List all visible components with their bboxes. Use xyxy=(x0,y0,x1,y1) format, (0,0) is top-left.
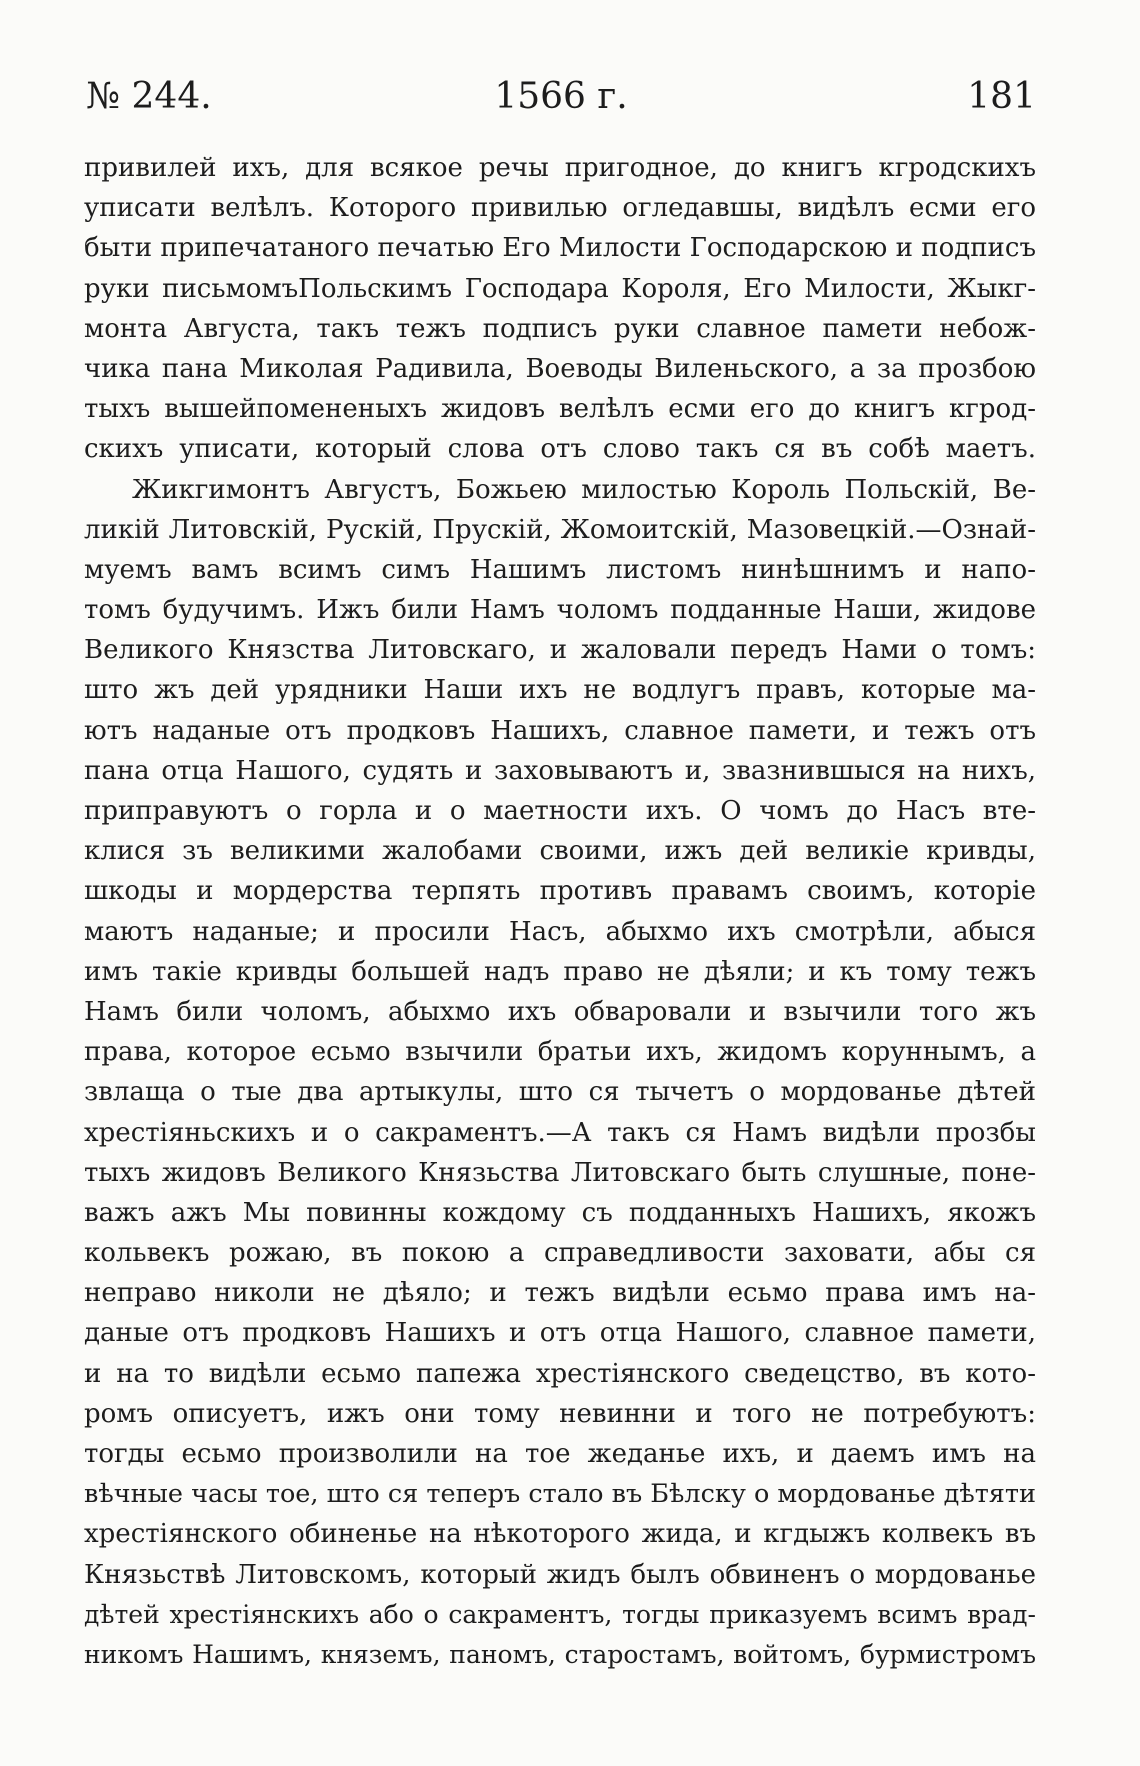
text-line: дѣтей хрестіянскихъ або о сакраментъ, тогды приказуемъ всимъ врад- xyxy=(84,1599,1036,1629)
text-line: тогды есьмо произволили на тое жеданье ихъ, и даемъ имъ на xyxy=(84,1439,1036,1469)
text-line: тыхъ вышейпомененыхъ жидовъ велѣлъ есми его до книгъ кгрод- xyxy=(84,394,1036,425)
text-line: привилей ихъ, для всякое речы пригодное, до книгъ кгродскихъ xyxy=(84,153,1036,183)
text-line: монта Августа, такъ тежъ подписъ руки славное памети небож- xyxy=(84,313,1036,344)
text-line: уписати велѣлъ. Которого привилью огледавшы, видѣлъ есми его xyxy=(84,193,1036,224)
text-line: ликій Литовскій, Рускій, Прускій, Жомоитскій, Мазовецкій.—Ознай- xyxy=(84,514,1036,545)
text-line: муемъ вамъ всимъ симъ Нашимъ листомъ нинѣшнимъ и напо- xyxy=(84,554,1036,585)
text-line: ромъ описуетъ, ижъ они тому невинни и того не потребуютъ: xyxy=(84,1398,1036,1429)
text-line: скихъ уписати, который слова отъ слово такъ ся въ собѣ маетъ. xyxy=(84,434,1036,465)
text-line: Князьствѣ Литовскомъ, который жидъ былъ обвиненъ о мордованье xyxy=(84,1559,1036,1590)
text-line: хрестіянского обиненье на нѣкоторого жида, и кгдыжъ колвекъ въ xyxy=(84,1519,1036,1550)
text-line: приправуютъ о горла и о маетности ихъ. О чомъ до Насъ вте- xyxy=(84,796,1036,826)
text-line: Жикгимонтъ Августъ, Божьею милостью Король Польскій, Ве- xyxy=(132,474,1036,505)
document-year: 1566 г. xyxy=(494,76,628,117)
text-line: хрестіяньскихъ и о сакраментъ.—А такъ ся Намъ видѣли прозбы xyxy=(84,1117,1036,1148)
text-line: Великого Князства Литовскаго, и жаловали передъ Нами о томъ: xyxy=(84,635,1036,666)
text-line: клися зъ великими жалобами своими, ижъ дей великіе кривды, xyxy=(84,836,1036,867)
text-line: ютъ наданые отъ продковъ Нашихъ, славное памети, и тежъ отъ xyxy=(84,715,1036,746)
text-line: важъ ажъ Мы повинны кождому съ подданныхъ Нашихъ, якожъ xyxy=(84,1197,1036,1228)
page-header xyxy=(86,72,1036,122)
text-line: никомъ Нашимъ, княземъ, паномъ, старостамъ, войтомъ, бурмистромъ xyxy=(84,1639,1036,1669)
page-number: 181 xyxy=(967,76,1036,117)
text-line: Намъ били чоломъ, абыхмо ихъ обваровали и взычили того жъ xyxy=(84,996,1036,1027)
text-line: и на то видѣли есьмо папежа хрестіянского сведецство, въ кото- xyxy=(84,1358,1036,1389)
text-line: томъ будучимъ. Ижъ били Намъ чоломъ подданные Наши, жидове xyxy=(84,595,1036,626)
text-line: шкоды и мордерства терпять противъ правамъ своимъ, которіе xyxy=(84,876,1036,907)
text-line: чика пана Миколая Радивила, Воеводы Виленьского, а за прозбою xyxy=(84,353,1036,384)
body-text xyxy=(84,148,1036,1675)
text-line: даные отъ продковъ Нашихъ и отъ отца Нашого, славное памети, xyxy=(84,1318,1036,1349)
text-line: быти припечатаного печатью Его Милости Господарскою и подписъ xyxy=(84,233,1036,264)
text-line: звлаща о тые два артыкулы, што ся тычетъ о мордованье дѣтей xyxy=(84,1077,1036,1108)
document-number: № 244. xyxy=(86,76,212,117)
text-line: тыхъ жидовъ Великого Князьства Литовскаго быть слушные, поне- xyxy=(84,1157,1036,1188)
text-line: што жъ дей урядники Наши ихъ не водлугъ правъ, которые ма- xyxy=(84,675,1036,706)
text-line: права, которое есьмо взычили братьи ихъ, жидомъ коруннымъ, а xyxy=(84,1037,1036,1068)
text-line: руки письмомъПольскимъ Господара Короля, Его Милости, Жыкг- xyxy=(84,273,1036,304)
text-line: вѣчные часы тое, што ся теперъ стало въ Бѣлску о мордованье дѣтяти xyxy=(84,1479,1036,1510)
text-line: неправо николи не дѣяло; и тежъ видѣли есьмо права имъ на- xyxy=(84,1278,1036,1309)
text-line: пана отца Нашого, судять и заховываютъ и, звазнившыся на нихъ, xyxy=(84,755,1036,786)
text-line: маютъ наданые; и просили Насъ, абыхмо ихъ смотрѣли, абыся xyxy=(84,916,1036,947)
text-line: кольвекъ рожаю, въ покою а справедливости заховати, абы ся xyxy=(84,1238,1036,1269)
text-line: имъ такіе кривды большей надъ право не дѣяли; и къ тому тежъ xyxy=(84,956,1036,987)
